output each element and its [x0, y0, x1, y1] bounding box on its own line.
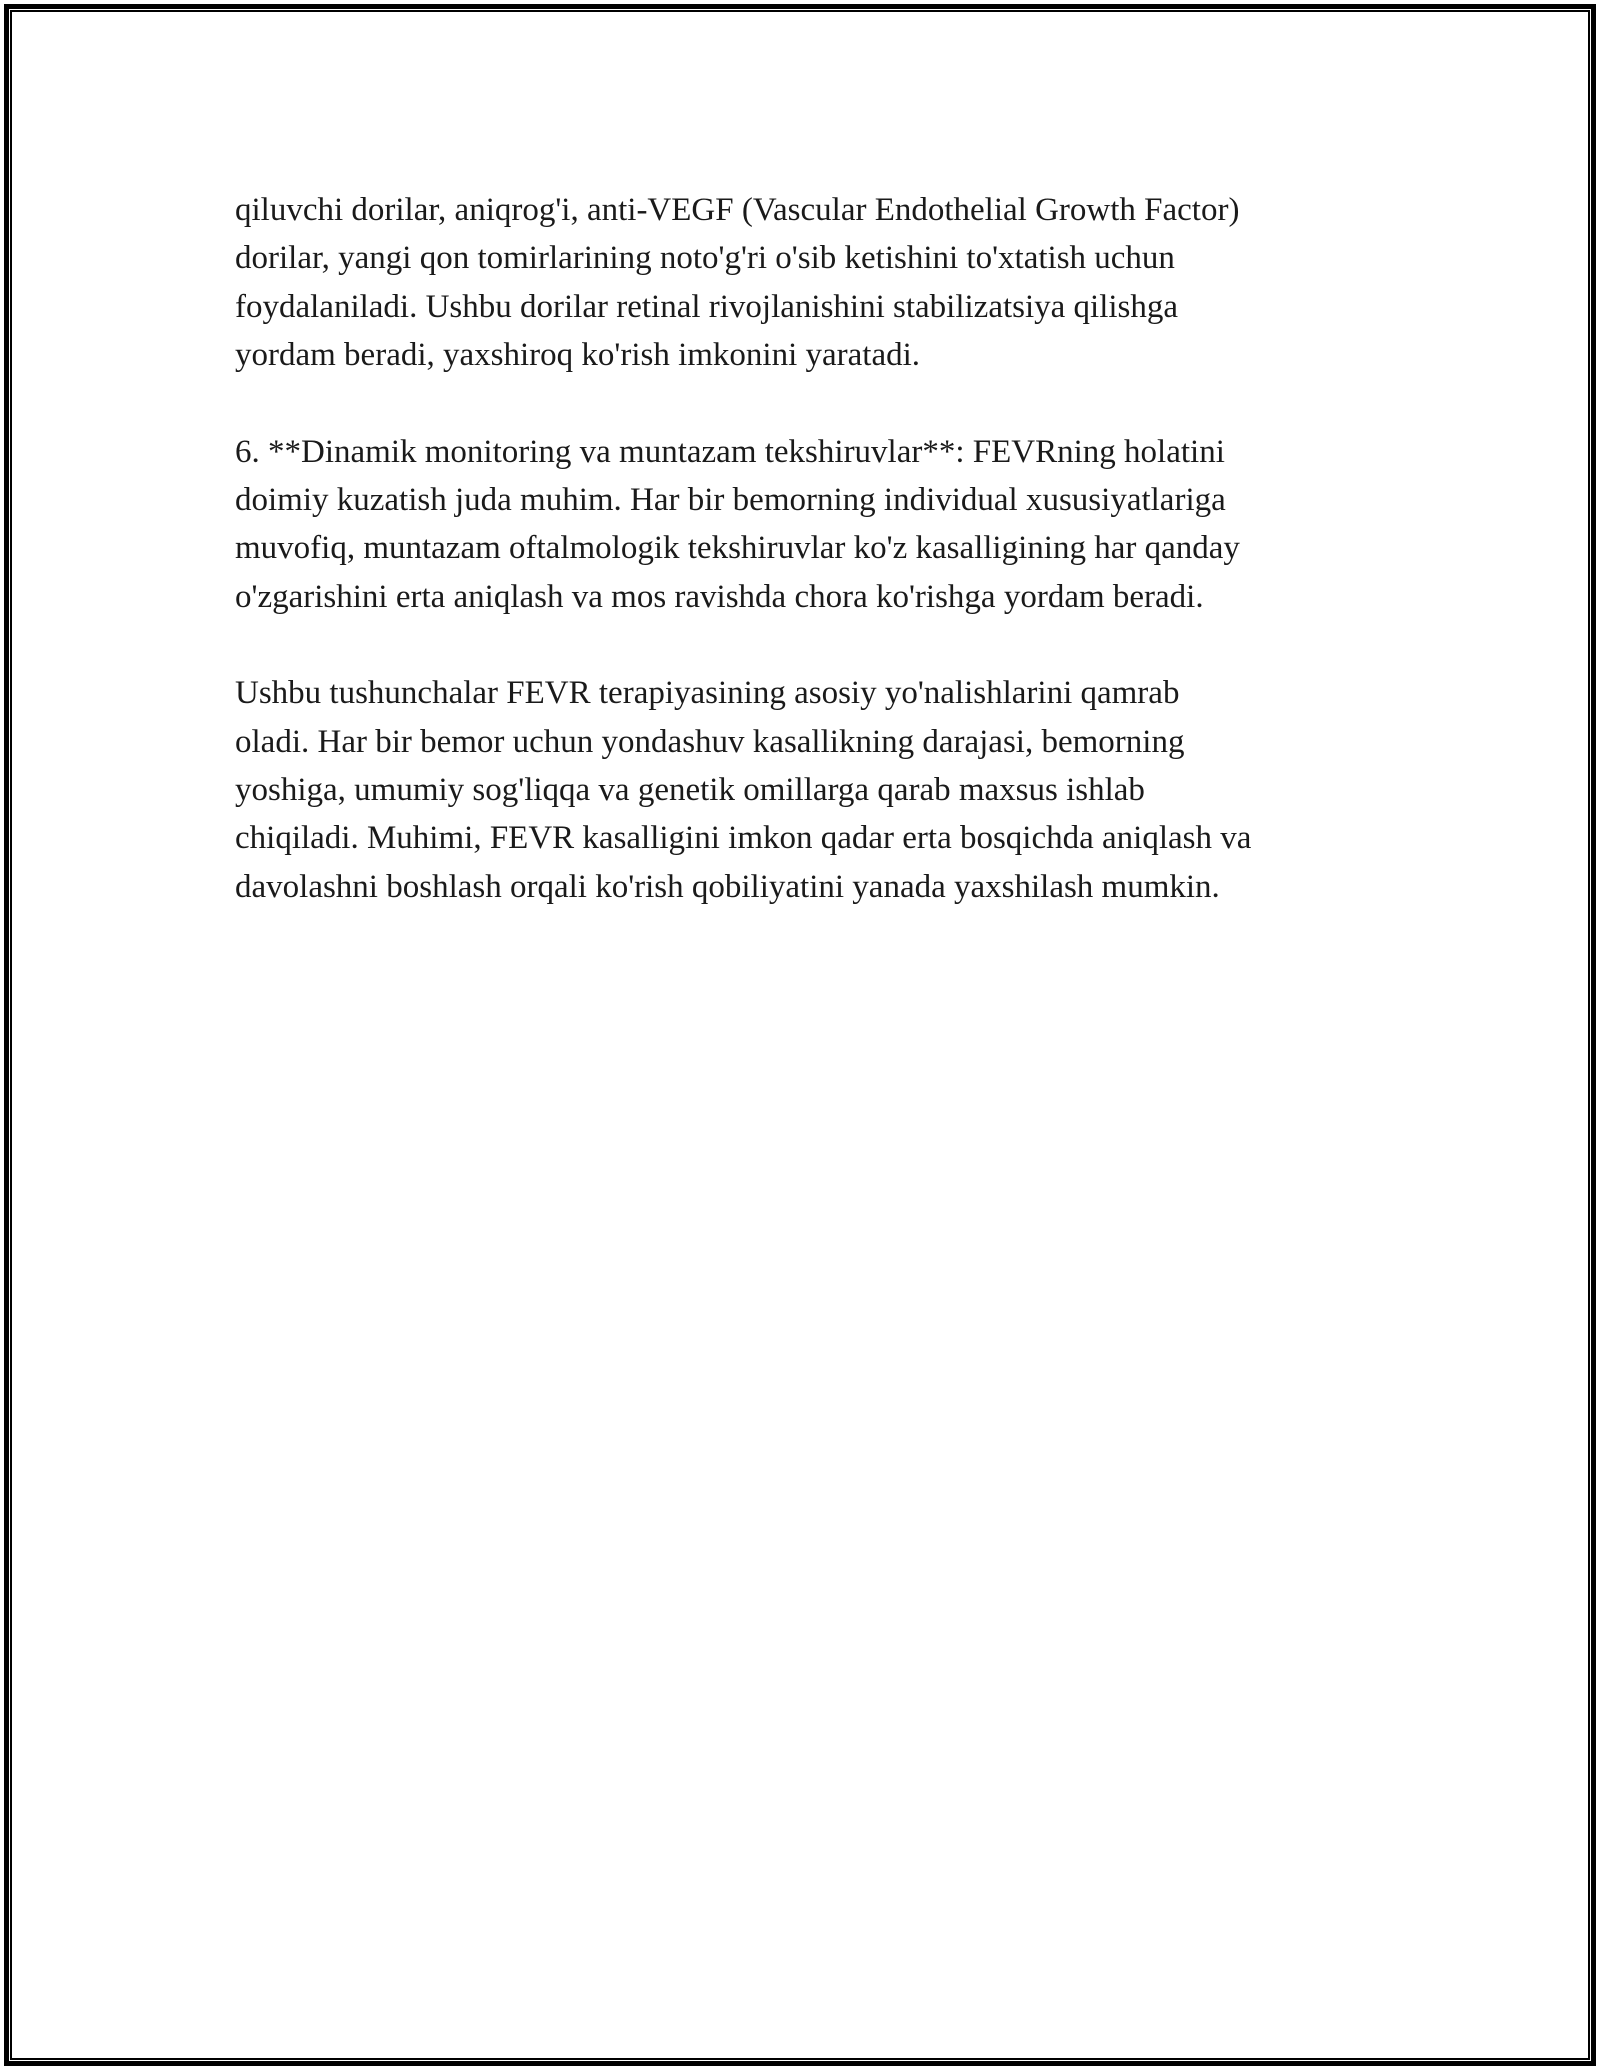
paragraph-summary: Ushbu tushunchalar FEVR terapiyasining asosiy yo'nalishlarini qamrab oladi. Har bir bemor uchun yondashuv kasallikning darajasi, bemorning yoshiga, umumiy sog'liqqa va genetik omillarga qarab maxsus ishlab chiqiladi. Muhimi, FEVR kasalligini imkon qadar erta bosqichda aniqlash va davolashni boshlash orqali ko'rish qobiliyatini yanada yaxshilash mumkin. — [235, 675, 1252, 905]
paragraph-dynamic-monitoring: 6. **Dinamik monitoring va muntazam tekshiruvlar**: FEVRning holatini doimiy kuzatish juda muhim. Har bir bemorning individual xususiyatlariga muvofiq, muntazam oftalmologik tekshiruvlar ko'z kasalligining har qanday o'zgarishini erta aniqlash va mos ravishda chora ko'rishga yordam beradi. — [235, 433, 1240, 615]
document-body — [235, 186, 1385, 959]
paragraph-anti-vegf: qiluvchi dorilar, aniqrog'i, anti-VEGF (Vascular Endothelial Growth Factor) dorilar, yangi qon tomirlarining noto'g'ri o'sib ketishini to'xtatish uchun foydalaniladi. Ushbu dorilar retinal rivojlanishini stabilizatsiya qilishga yordam beradi, yaxshiroq ko'rish imkonini yaratadi. — [235, 192, 1240, 374]
